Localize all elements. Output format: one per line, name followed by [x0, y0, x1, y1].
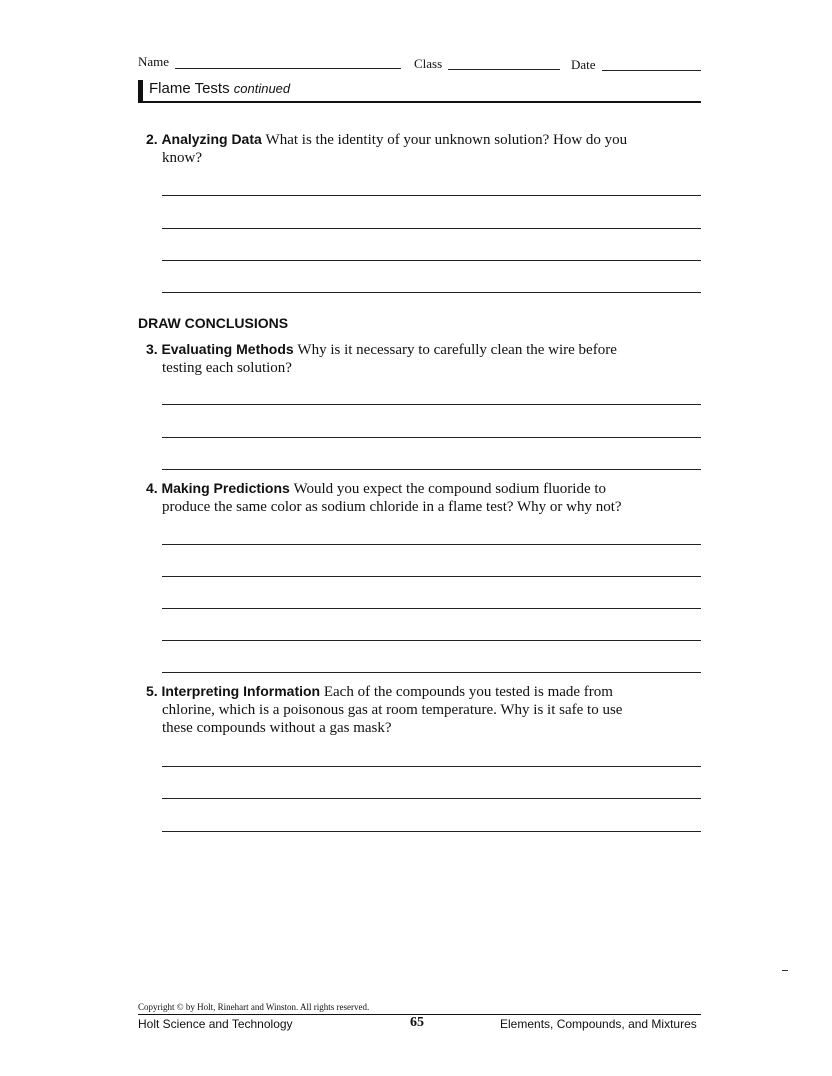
page-title [149, 80, 290, 97]
question-number: 2. [146, 131, 158, 147]
answer-line[interactable] [162, 576, 701, 577]
question-text-cont: chlorine, which is a poisonous gas at room temperature. Why is it safe to use [162, 702, 623, 718]
footer-publisher: Holt Science and Technology [138, 1017, 293, 1031]
question-number: 4. [146, 480, 158, 496]
question-text-cont: these compounds without a gas mask? [162, 720, 392, 736]
answer-line[interactable] [162, 469, 701, 470]
class-label: Class [414, 56, 443, 71]
footer-chapter: Elements, Compounds, and Mixtures [500, 1017, 697, 1031]
question-text: What is the identity of your unknown solution? How do you [265, 132, 628, 148]
question-number: 3. [146, 341, 158, 357]
question-4 [146, 479, 701, 516]
title-rule [138, 101, 701, 103]
answer-line[interactable] [162, 544, 701, 545]
question-3 [146, 340, 701, 377]
question-text: Why is it necessary to carefully clean the wire before [297, 342, 617, 358]
answer-line[interactable] [162, 292, 701, 293]
question-lead: Evaluating Methods [161, 341, 294, 357]
question-lead: Making Predictions [161, 480, 290, 496]
copyright-notice: Copyright © by Holt, Rinehart and Winston. All rights reserved. [138, 1002, 370, 1012]
class-field[interactable] [448, 69, 560, 70]
answer-line[interactable] [162, 260, 701, 261]
answer-line[interactable] [162, 798, 701, 799]
name-label: Name [138, 54, 170, 69]
question-5 [146, 682, 701, 737]
answer-line[interactable] [162, 640, 701, 641]
question-number: 5. [146, 683, 158, 699]
question-2 [146, 130, 701, 167]
question-text-cont: know? [162, 150, 202, 166]
question-text-cont: testing each solution? [162, 360, 292, 376]
date-field[interactable] [602, 70, 701, 71]
answer-line[interactable] [162, 195, 701, 196]
title-main: Flame Tests [149, 80, 230, 97]
page-number: 65 [410, 1015, 424, 1030]
answer-line[interactable] [162, 831, 701, 832]
question-lead: Interpreting Information [161, 683, 321, 699]
name-field[interactable] [175, 68, 401, 69]
stray-mark [782, 970, 788, 971]
answer-line[interactable] [162, 608, 701, 609]
question-text: Would you expect the compound sodium fluoride to [293, 481, 607, 497]
section-heading: DRAW CONCLUSIONS [138, 315, 289, 331]
title-marker [138, 80, 143, 102]
question-text: Each of the compounds you tested is made from [323, 684, 613, 700]
answer-line[interactable] [162, 672, 701, 673]
question-lead: Analyzing Data [161, 131, 262, 147]
answer-line[interactable] [162, 404, 701, 405]
answer-line[interactable] [162, 228, 701, 229]
date-label: Date [571, 57, 596, 72]
question-text-cont: produce the same color as sodium chloride in a flame test? Why or why not? [162, 499, 622, 515]
answer-line[interactable] [162, 437, 701, 438]
title-continued: continued [233, 81, 291, 96]
answer-line[interactable] [162, 766, 701, 767]
